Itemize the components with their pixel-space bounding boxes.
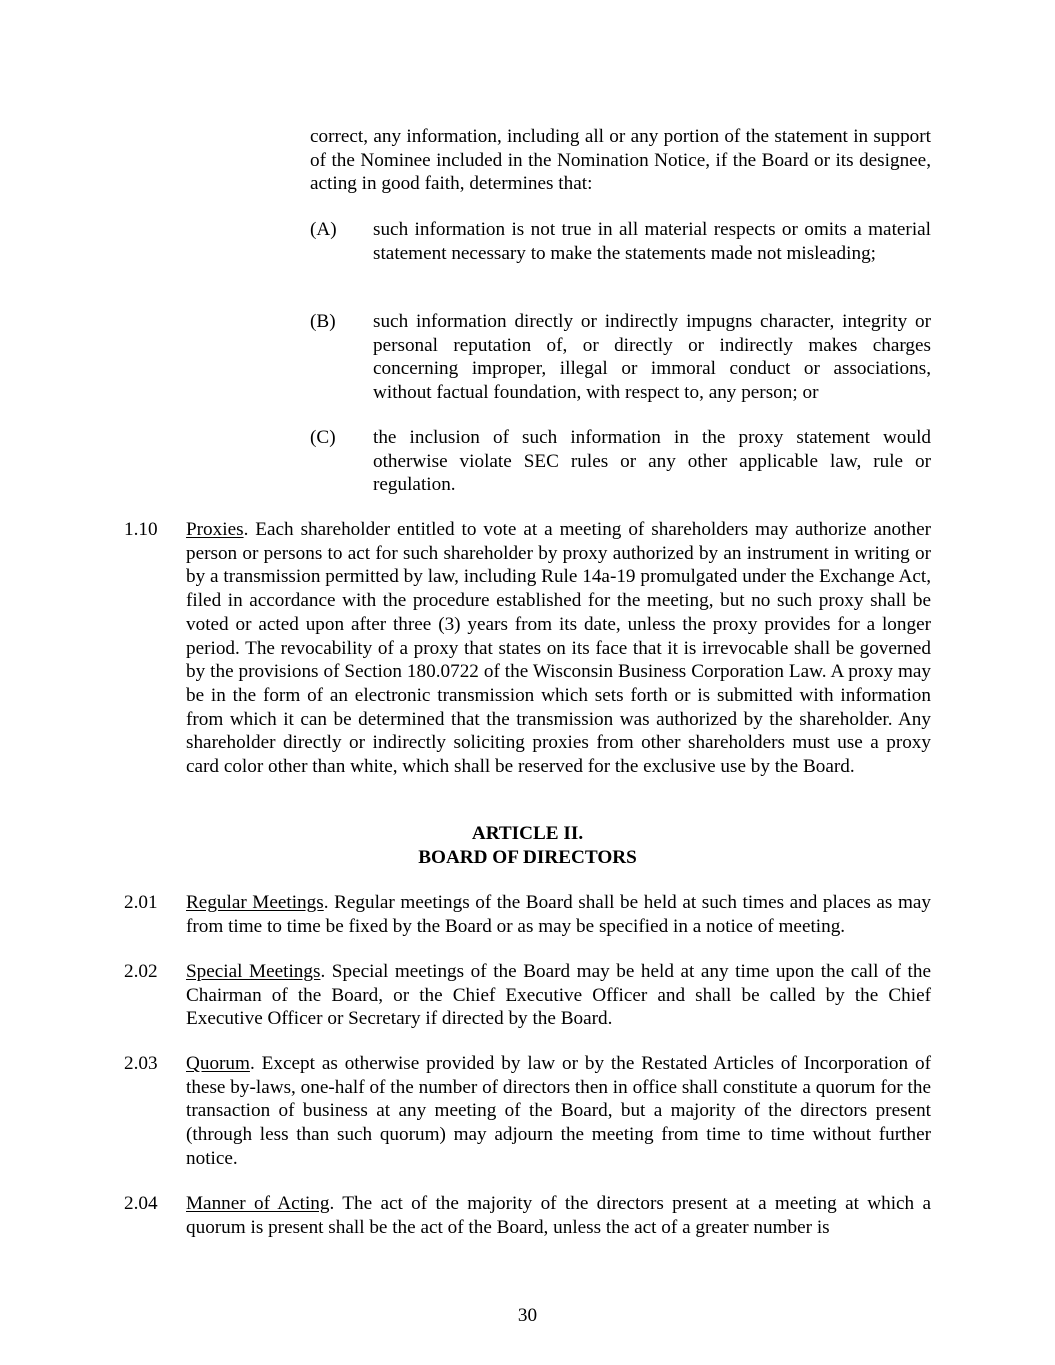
section-2-03	[124, 1052, 931, 1171]
section-2-04	[124, 1192, 931, 1239]
section-body	[186, 518, 931, 779]
section-body	[186, 960, 931, 1031]
section-number: 1.10	[124, 519, 158, 540]
subitem-text: such information directly or indirectly impugns character, integrity or personal reputation of, or directly or indirectly makes charges concerning improper, illegal or immoral conduct or associations, without factual foundation, with respect to, any person; or	[373, 311, 931, 404]
section-number: 2.02	[124, 961, 158, 982]
section-title: Regular Meetings	[186, 892, 324, 913]
section-2-02	[124, 960, 931, 1031]
article-title: BOARD OF DIRECTORS	[418, 846, 637, 868]
section-1-10	[124, 518, 931, 779]
subitem-label: (B)	[310, 311, 336, 332]
subitem-text: such information is not true in all material respects or omits a material statement necessary to make the statements made not misleading;	[373, 219, 931, 264]
section-text: . Except as otherwise provided by law or by the Restated Articles of Incorporation of these by-laws, one-half of the number of directors then in office shall constitute a quorum for the transaction of business at any meeting of the Board, but a majority of the directors present (through less than such quorum) may adjourn the meeting from time to time without further notice.	[186, 1053, 931, 1169]
section-body	[186, 891, 931, 938]
section-title: Manner of Acting	[186, 1193, 330, 1214]
section-title: Proxies	[186, 519, 244, 540]
article-number: ARTICLE II.	[471, 823, 584, 844]
section-text: . The act of the majority of the directors present at a meeting at which a quorum is present shall be the act of the Board, unless the act of a greater number is	[186, 1193, 931, 1238]
subitem-c	[310, 426, 931, 497]
section-text: . Each shareholder entitled to vote at a meeting of shareholders may authorize another person or persons to act for such shareholder by proxy authorized by an instrument in writing or by a transmission permitted by law, including Rule 14a-19 promulgated under the Exchange Act, filed in accordance with the procedure established for the meeting, but no such proxy shall be voted or acted upon after three (3) years from its date, unless the proxy provides for a longer period. The revocability of a proxy that states on its face that it is irrevocable shall be governed by the provisions of Section 180.0722 of the Wisconsin Business Corporation Law. A proxy may be in the form of an electronic transmission which sets forth or is submitted with information from which it can be determined that the transmission was authorized by the shareholder. Any shareholder directly or indirectly soliciting proxies from other shareholders must use a proxy card color other than white, which shall be reserved for the exclusive use by the Board.	[186, 519, 931, 778]
section-number: 2.04	[124, 1193, 158, 1214]
page-number: 30	[517, 1305, 538, 1326]
section-number: 2.01	[124, 892, 158, 913]
section-number: 2.03	[124, 1053, 158, 1074]
subitem-text: the inclusion of such information in the proxy statement would otherwise violate SEC rules or any other applicable law, rule or regulation.	[373, 427, 931, 496]
section-2-01	[124, 891, 931, 938]
subitem-label: (A)	[310, 219, 337, 240]
section-body	[186, 1052, 931, 1171]
section-title: Quorum	[186, 1053, 250, 1074]
subitem-b	[310, 310, 931, 405]
section-title: Special Meetings	[186, 961, 321, 982]
article-heading	[0, 822, 1055, 869]
section-text: . Regular meetings of the Board shall be held at such times and places as may from time to time be fixed by the Board or as may be specified in a notice of meeting.	[186, 892, 931, 937]
subitem-a	[310, 218, 931, 265]
section-text: . Special meetings of the Board may be held at any time upon the call of the Chairman of the Board, or the Chief Executive Officer and shall be called by the Chief Executive Officer or Secretary if directed by the Board.	[186, 961, 931, 1030]
intro-paragraph: correct, any information, including all or any portion of the statement in support of the Nominee included in the Nomination Notice, if the Board or its designee, acting in good faith, determines that:	[310, 126, 931, 195]
section-body	[186, 1192, 931, 1239]
subitem-label: (C)	[310, 427, 336, 448]
